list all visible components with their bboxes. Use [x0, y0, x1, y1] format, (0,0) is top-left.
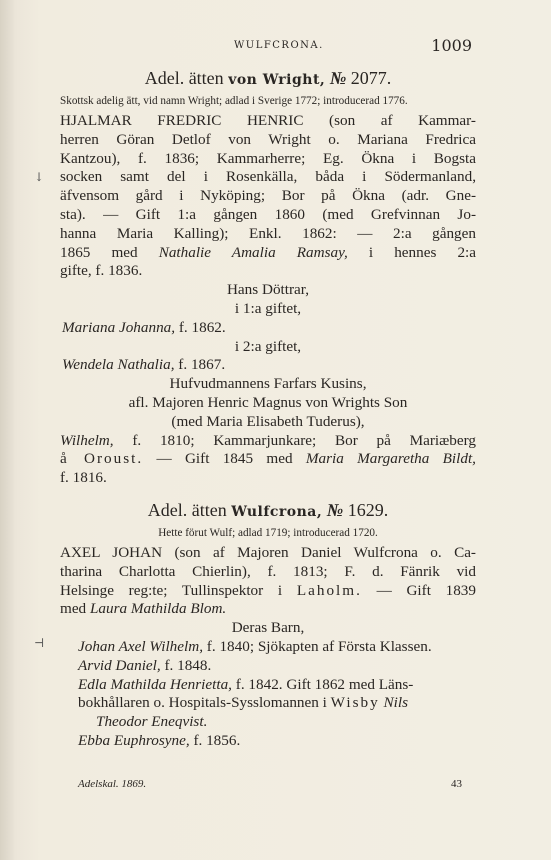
page-body — [60, 66, 476, 751]
entry-text: AXEL JOHAN (son af Majoren Daniel Wulfcrona o. Ca- tharina Charlotta Chierlin), f. 1813; F. d. Fänrik vid Helsinge reg:te; Tullinspektor i Laholm. — Gift 1839 med Laura Mathilda Blom. Deras Barn, Johan Axel Wilhelm, f. 1840; Sjökapten af Första Klassen. Arvid Daniel, f. 1848. Edla Mathilda Henrietta, f. 1842. Gift 1862 med Läns- bokhållaren o. Hospitals-Sysslomannen i Wisby Nils Theodor Eneqvist. Ebba Euphrosyne, f. 1856. — [60, 543, 476, 749]
running-head — [64, 36, 474, 56]
child-entry: Edla Mathilda Henrietta, f. 1842. Gift 1862 med Läns- — [78, 675, 414, 693]
daughter-entry: Wendela Nathalia, f. 1867. — [62, 356, 226, 374]
family-name: von Wright, — [228, 72, 326, 88]
footer-source: Adelskal. 1869. — [78, 778, 147, 790]
margin-mark: ⊣ — [34, 636, 45, 650]
cousin-header: Hufvudmannens Farfars Kusins, — [169, 375, 367, 393]
entry-text: HJALMAR FREDRIC HENRIC (son af Kammar- herren Göran Detlof von Wright o. Mariana Fredrica Kantzou), f. 1836; Kammarherre; Eg. Ökna i Bogsta socken samt del i Rosenkälla, båda i Södermanland, äfvensom gård i Nyköping; Bor på Ökna (adr. Gne- sta). — Gift 1:a gången 1860 (med Grefvinnan Jo- hanna Maria Kalling); Enkl. 1862: — 2:a gången 1865 med Nathalie Amalia Ramsay, i hennes 2:a gifte, f. 1836. Hans Döttrar, i 1:a giftet, Mariana Johanna, f. 1862. i 2:a giftet, Wendela Nathalia, f. 1867. Hufvudmannens Farfars Kusins, afl. Majoren Henric Magnus von Wrights Son (med Maria Elisabeth Tuderus), Wilhelm, f. 1810; Kammarjunkare; Bor på Mariæberg å Oroust. — Gift 1845 med Maria Margaretha Bildt, f. 1816. — [60, 112, 477, 487]
running-head-title: WULFCRONA. — [234, 40, 324, 51]
child-entry: Ebba Euphrosyne, f. 1856. — [78, 731, 241, 749]
entry-heading-von-wright: Adel. ätten von Wright, № 2077. — [144, 68, 392, 88]
family-note: Skottsk adelig ätt, vid namn Wright; adlad i Sverige 1772; introducerad 1776. — [60, 95, 408, 107]
family-number: 1629. — [347, 499, 389, 520]
child-entry: Johan Axel Wilhelm, f. 1840; Sjökapten af Första Klassen. — [78, 637, 432, 655]
child-entry: Arvid Daniel, f. 1848. — [78, 656, 212, 674]
entry-heading-wulfcrona: Adel. ätten Wulfcrona, № 1629. — [147, 499, 389, 520]
daughter-entry: Mariana Johanna, f. 1862. — [62, 318, 226, 336]
page-number: 1009 — [431, 36, 472, 55]
children-header: Deras Barn, — [231, 619, 305, 637]
family-note: Hette förut Wulf; adlad 1719; introducerad 1720. — [158, 526, 378, 539]
page-footer — [78, 778, 462, 794]
signature-mark: 43 — [451, 778, 462, 790]
page-gutter — [0, 0, 14, 860]
margin-mark: ↓ — [34, 170, 45, 184]
family-number: 2077. — [350, 68, 392, 88]
family-name: Wulfcrona, — [231, 503, 323, 520]
daughters-header: Hans Döttrar, — [226, 281, 310, 299]
